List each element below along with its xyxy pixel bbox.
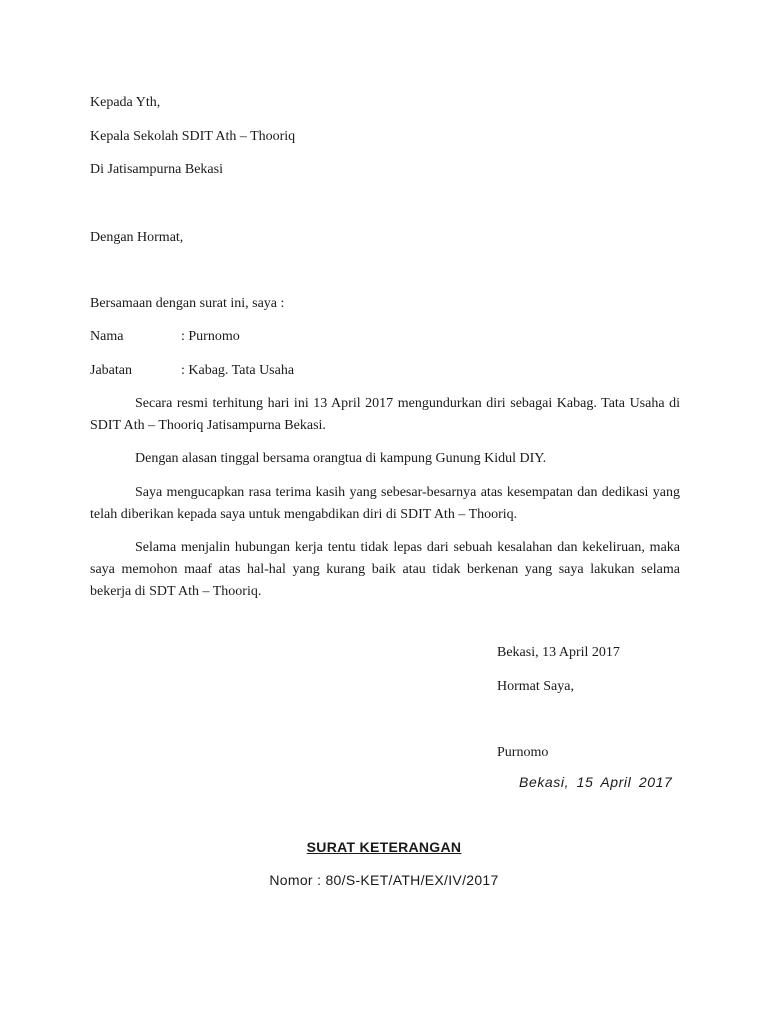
- closing-regards: Hormat Saya,: [497, 679, 574, 694]
- greeting: Dengan Hormat,: [90, 230, 184, 245]
- field-label-position: Jabatan: [90, 363, 132, 378]
- certificate-title: SURAT KETERANGAN: [306, 839, 462, 855]
- paragraph-apology: Selama menjalin hubungan kerja tentu tidak lepas dari sebuah kesalahan dan kekeliruan, maka saya memohon maaf atas hal-hal yang kurang baik atau tidak berkenan yang saya lakukan selama bekerja di SDT Ath – Thooriq.: [90, 540, 680, 599]
- paragraph-thanks: Saya mengucapkan rasa terima kasih yang sebesar-besarnya atas kesempatan dan dedikasi yang telah diberikan kepada saya untuk mengabdikan diri di SDIT Ath – Thooriq.: [90, 485, 680, 522]
- certificate-number: Nomor : 80/S-KET/ATH/EX/IV/2017: [269, 872, 499, 888]
- signer-name: Purnomo: [497, 745, 549, 760]
- recipient-title: Kepala Sekolah SDIT Ath – Thooriq: [90, 129, 296, 144]
- recipient-location: Di Jatisampurna Bekasi: [90, 162, 223, 177]
- recipient-salutation: Kepada Yth,: [90, 95, 161, 110]
- paragraph-reason: Dengan alasan tinggal bersama orangtua di kampung Gunung Kidul DIY.: [135, 451, 547, 466]
- certificate-place-date: Bekasi, 15 April 2017: [519, 774, 673, 790]
- field-value-name: : Purnomo: [181, 329, 240, 344]
- field-value-position: : Kabag. Tata Usaha: [181, 363, 295, 378]
- field-label-name: Nama: [90, 329, 124, 344]
- paragraph-resignation: Secara resmi terhitung hari ini 13 April 2017 mengundurkan diri sebagai Kabag. Tata Usaha di SDIT Ath – Thooriq Jatisampurna Bekasi.: [90, 396, 680, 433]
- closing-place-date: Bekasi, 13 April 2017: [497, 645, 620, 660]
- intro-text: Bersamaan dengan surat ini, saya :: [90, 296, 285, 311]
